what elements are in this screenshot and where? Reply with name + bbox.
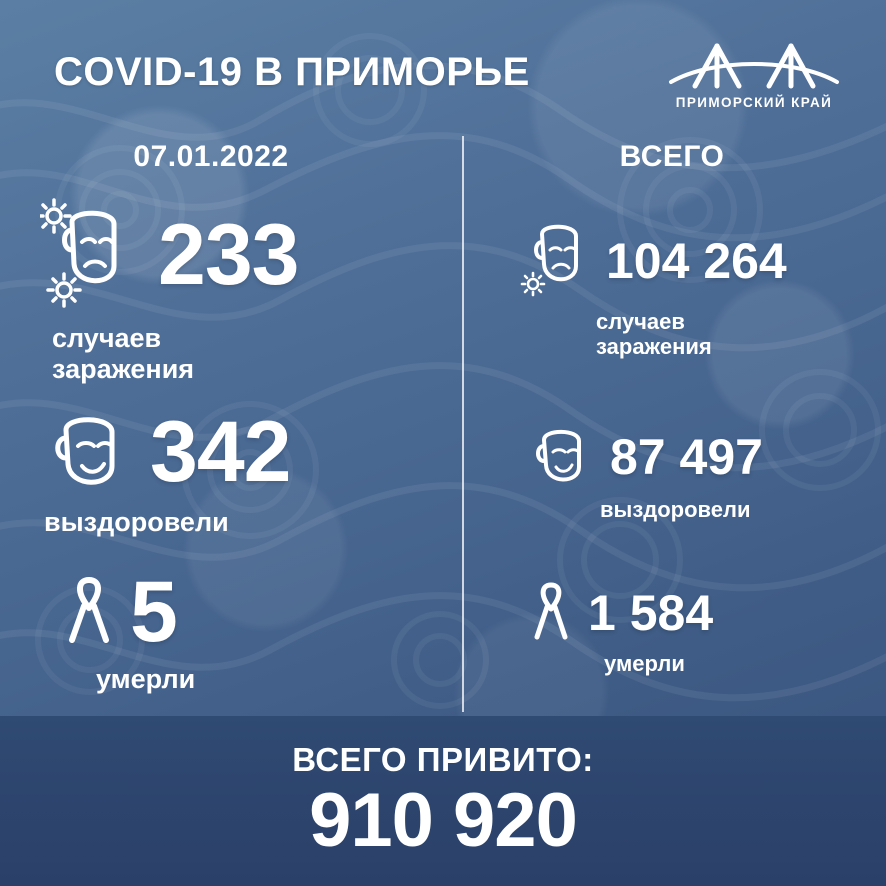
bridge-icon	[665, 38, 843, 90]
total-cases-label: случаев заражения	[596, 309, 712, 360]
total-cases-value: 104 264	[606, 232, 787, 289]
page-title: COVID-19 В ПРИМОРЬЕ	[54, 50, 530, 94]
total-deaths-stat	[528, 580, 713, 676]
total-deaths-value: 1 584	[588, 584, 714, 641]
vaccination-footer	[0, 716, 886, 886]
recovered-face-icon	[524, 420, 596, 495]
vaccination-number: 910 920	[309, 778, 577, 864]
total-recovered-value: 87 497	[610, 428, 763, 485]
daily-deaths-label: умерли	[96, 663, 196, 694]
daily-recovered-label: выздоровели	[44, 507, 229, 537]
total-cases-stat	[520, 216, 787, 360]
daily-column-heading: 07.01.2022	[133, 140, 289, 173]
total-recovered-stat	[524, 420, 763, 522]
total-stats-values	[0, 132, 886, 716]
vaccination-title: ВСЕГО ПРИВИТО:	[292, 741, 594, 779]
daily-cases-value: 233	[158, 206, 299, 303]
daily-deaths-value: 5	[130, 564, 177, 660]
total-column-heading: ВСЕГО	[619, 140, 725, 173]
mourning-ribbon-icon	[528, 580, 574, 647]
primorye-logo	[656, 38, 852, 110]
daily-cases-label: случаев заражения	[52, 323, 195, 385]
sick-face-virus-icon	[520, 216, 592, 307]
poster-header	[0, 34, 886, 120]
logo-caption: ПРИМОРСКИЙ КРАЙ	[675, 95, 833, 110]
total-recovered-label: выздоровели	[600, 497, 751, 522]
total-deaths-label: умерли	[604, 651, 685, 676]
daily-recovered-value: 342	[150, 403, 291, 500]
